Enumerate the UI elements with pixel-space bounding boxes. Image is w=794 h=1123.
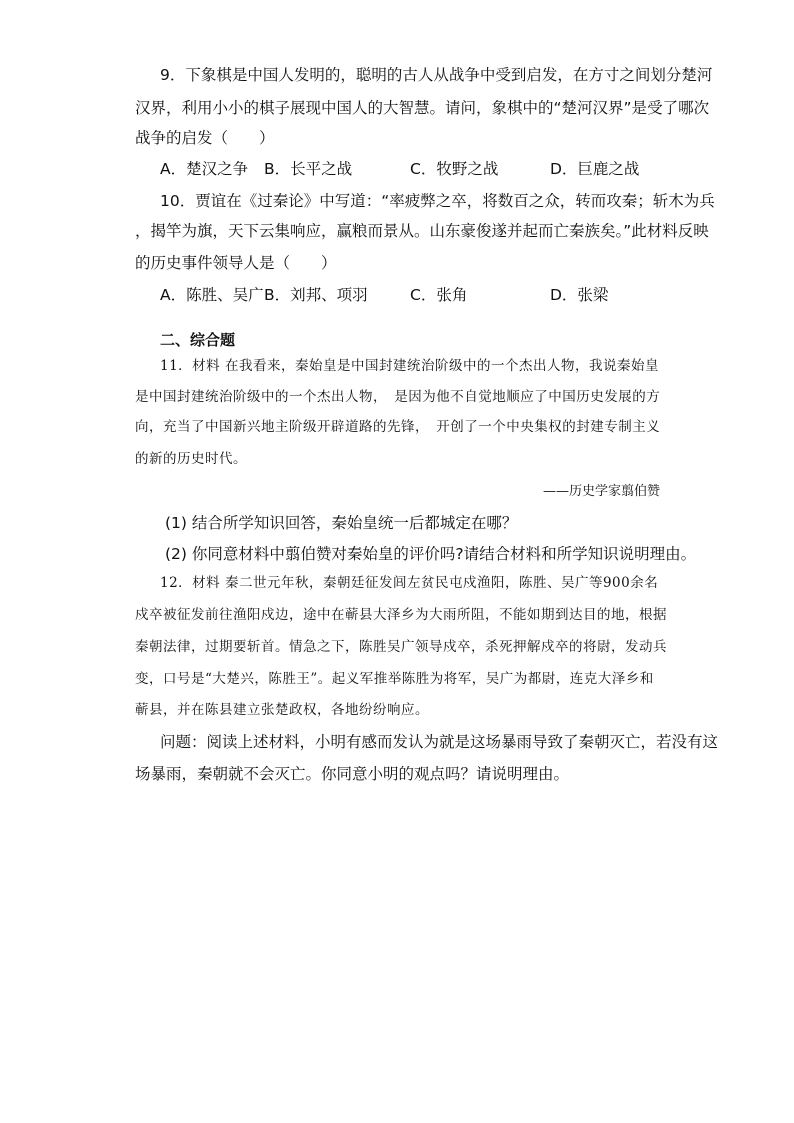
q10-option-a[interactable]: A．陈胜、吴广 (160, 286, 264, 304)
q10-line2: ，揭竿为旗，天下云集响应，赢粮而景从。山东豪俊遂并起而亡秦族矣。”此材料反映 (135, 222, 709, 240)
q9-option-b[interactable]: B．长平之战 (264, 160, 353, 178)
q11-material-line3: 向，充当了中国新兴地主阶级开辟道路的先锋， 开创了一个中央集权的封建专制主义 (135, 419, 661, 435)
q10-option-c[interactable]: C．张角 (410, 286, 468, 304)
q11-material-line2: 是中国封建统治阶级中的一个杰出人物， 是因为他不自觉地顺应了中国历史发展的方 (135, 389, 661, 405)
section-title: 二、综合题 (160, 331, 236, 349)
q9-line2: 汉界，利用小小的棋子展现中国人的大智慧。请问，象棋中的“楚河汉界”是受了哪次 (135, 99, 710, 117)
q11-material-line1: 11．材料 在我看来，秦始皇是中国封建统治阶级中的一个杰出人物，我说秦始皇 (160, 358, 659, 374)
q12-material-line1: 12．材料 秦二世元年秋，秦朝廷征发闾左贫民屯戍渔阳，陈胜、吴广等900余名 (160, 575, 659, 591)
q10-option-d[interactable]: D．张梁 (550, 286, 609, 304)
q10-line3: 的历史事件领导人是（ ） (135, 254, 337, 272)
q9-option-d[interactable]: D．巨鹿之战 (550, 160, 640, 178)
q11-subquestion-2: (2) 你同意材料中翦伯赞对秦始皇的评价吗?请结合材料和所学知识说明理由。 (165, 545, 697, 563)
q9-option-a[interactable]: A．楚汉之争 (160, 160, 249, 178)
q9-option-c[interactable]: C．牧野之战 (410, 160, 499, 178)
q12-material-line4: 变，口号是“大楚兴，陈胜王”。起义军推举陈胜为将军，吴广为都尉，连克大泽乡和 (135, 671, 654, 687)
q11-subquestion-1: (1) 结合所学知识回答，秦始皇统一后都城定在哪？ (165, 514, 518, 532)
q9-line1: 9．下象棋是中国人发明的，聪明的古人从战争中受到启发，在方寸之间划分楚河 (160, 66, 713, 84)
q10-option-b[interactable]: B．刘邦、项羽 (264, 286, 368, 304)
q12-problem-line2: 场暴雨，秦朝就不会灭亡。你同意小明的观点吗？请说明理由。 (135, 765, 570, 783)
q12-problem-line1: 问题：阅读上述材料，小明有感而发认为就是这场暴雨导致了秦朝灭亡，若没有这 (160, 733, 719, 751)
q11-material-line4: 的新的历史时代。 (135, 451, 247, 467)
q11-source: ——历史学家翦伯赞 (542, 484, 660, 499)
q9-line3: 战争的启发（ ） (135, 129, 275, 147)
q12-material-line2: 戍卒被征发前往渔阳戍边，途中在蕲县大泽乡为大雨所阻，不能如期到达目的地，根据 (135, 607, 667, 623)
q12-material-line3: 秦朝法律，过期要斩首。情急之下，陈胜吴广领导戍卒，杀死押解戍卒的将尉，发动兵 (135, 639, 667, 655)
q10-line1: 10．贾谊在《过秦论》中写道：“率疲弊之卒，将数百之众，转而攻秦；斩木为兵 (160, 192, 715, 210)
q12-material-line5: 蕲县，并在陈县建立张楚政权，各地纷纷响应。 (135, 702, 429, 718)
